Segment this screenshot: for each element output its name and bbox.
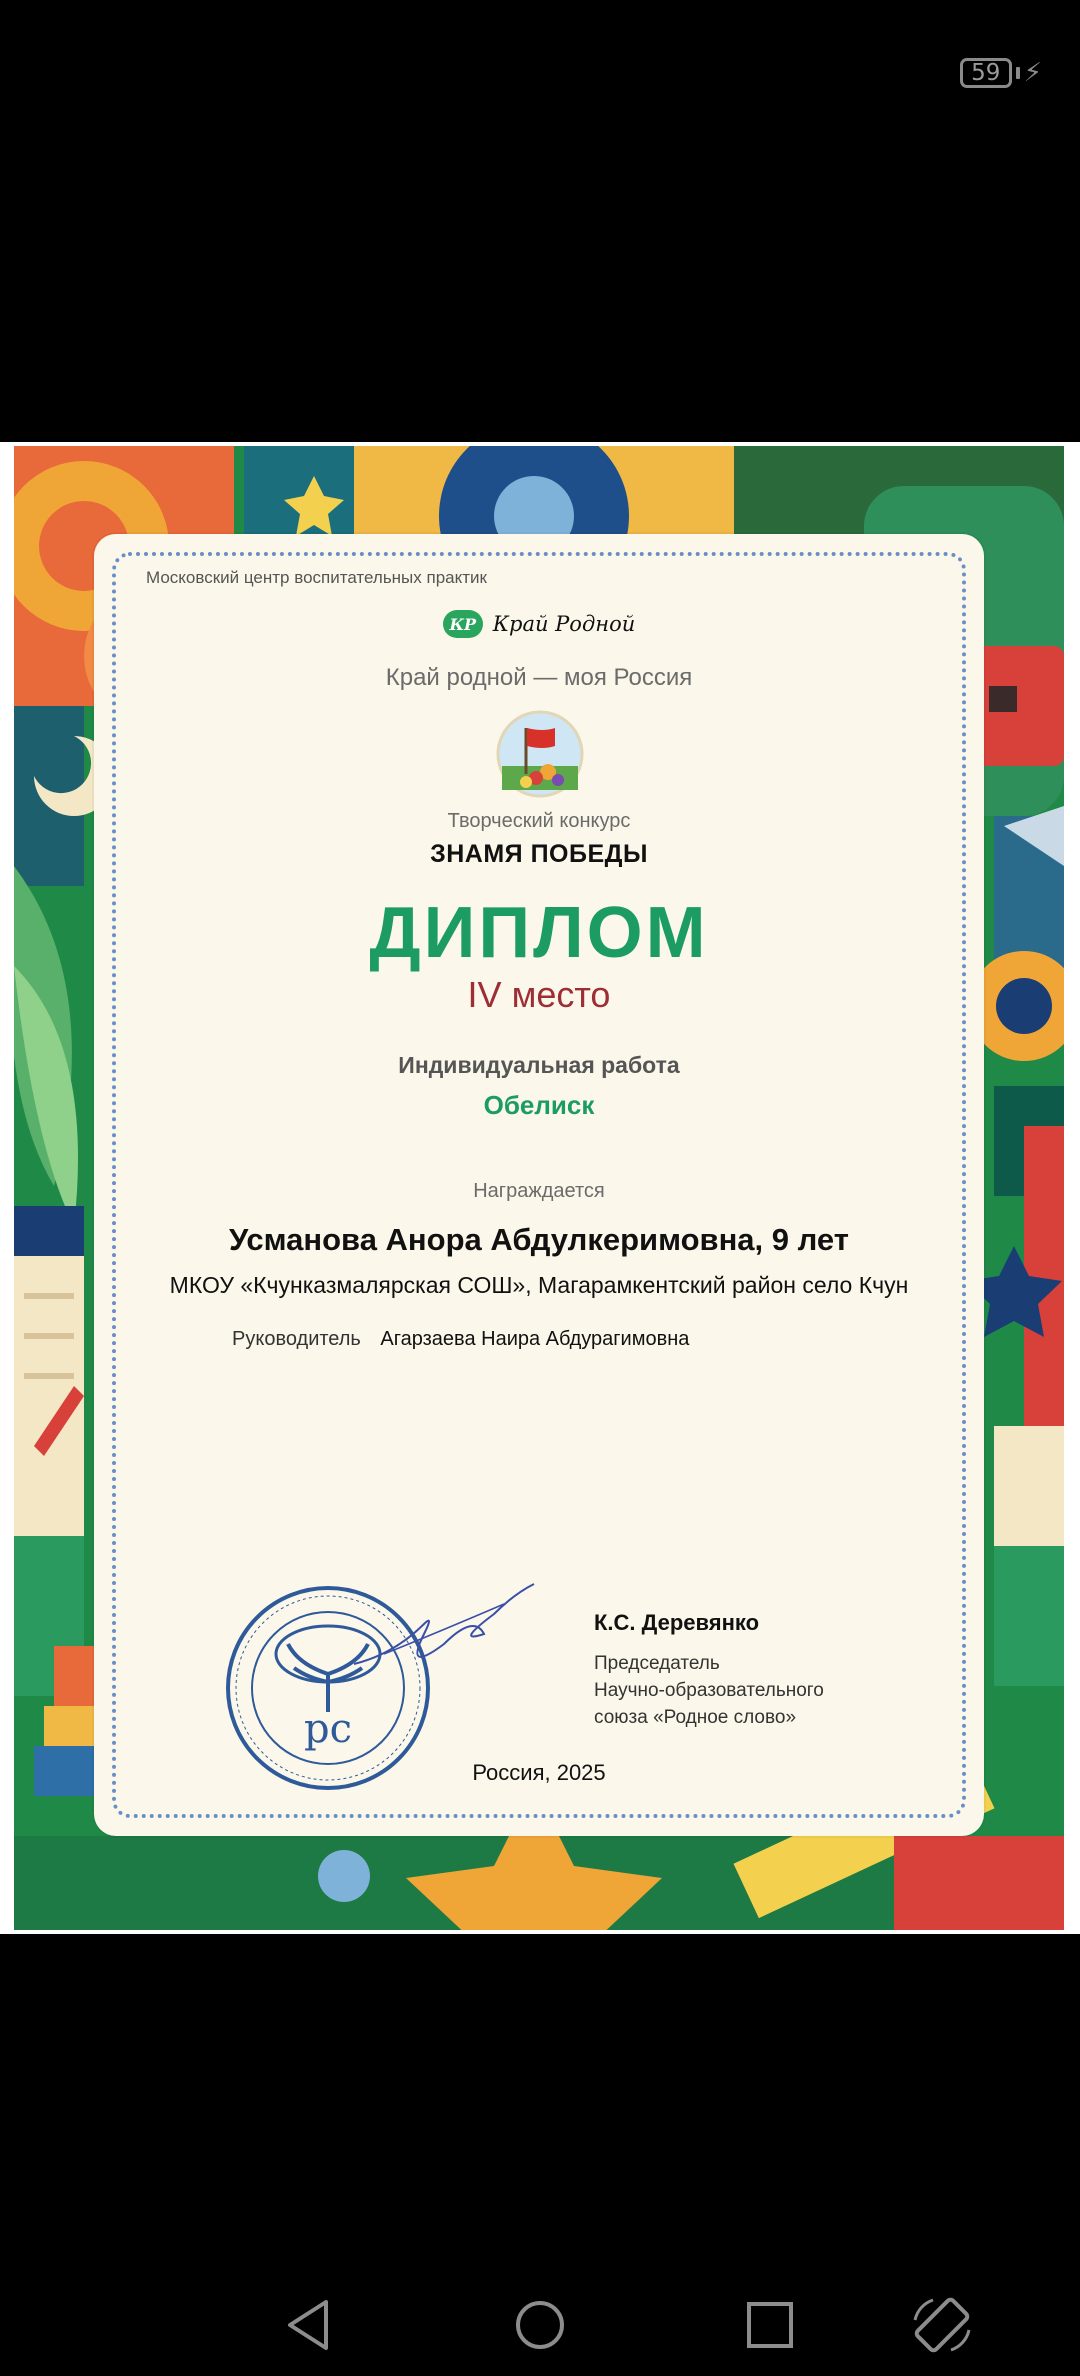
place-award: IV место: [467, 974, 611, 1015]
signer-block: [594, 1610, 824, 1731]
charging-icon: ⚡: [1023, 58, 1042, 88]
certificate-card: [94, 534, 984, 1836]
work-type: Индивидуальная работа: [398, 1052, 680, 1078]
battery-nub: [1016, 67, 1020, 79]
image-viewport[interactable]: [0, 442, 1080, 1934]
signer-name: К.С. Деревянко: [594, 1610, 760, 1635]
logo-mark-icon: КР: [443, 610, 483, 638]
seal-text: рс: [303, 1706, 353, 1752]
signature-icon: [344, 1574, 544, 1684]
signer-title-line: Научно-образовательного: [594, 1680, 824, 1701]
document-title: ДИПЛОМ: [369, 893, 709, 973]
battery-indicator: [960, 58, 1042, 88]
back-icon[interactable]: [274, 2290, 344, 2360]
slogan: Край родной — моя Россия: [385, 664, 693, 691]
signer-title-line: Председатель: [594, 1653, 720, 1674]
supervisor-name: Агарзаева Наира Абдурагимовна: [380, 1328, 690, 1350]
supervisor: [232, 1328, 689, 1351]
contest-name: ЗНАМЯ ПОБЕДЫ: [430, 840, 648, 868]
organization-name: Московский центр воспитательных практик: [146, 568, 487, 587]
battery-level: 59: [960, 58, 1012, 88]
signer-title-line: союза «Родное слово»: [594, 1707, 797, 1728]
brand-logo: [94, 610, 984, 638]
rotate-icon[interactable]: [907, 2290, 977, 2360]
awardee-name: Усманова Анора Абдулкеримовна, 9 лет: [229, 1222, 849, 1257]
certificate-image[interactable]: [14, 446, 1064, 1930]
home-icon[interactable]: [505, 2290, 575, 2360]
recents-icon[interactable]: [735, 2290, 805, 2360]
signer-title: [594, 1650, 824, 1731]
awarded-label: Награждается: [473, 1180, 605, 1202]
supervisor-label: Руководитель: [232, 1328, 361, 1350]
place-year: Россия, 2025: [472, 1760, 606, 1785]
contest-emblem-icon: [496, 710, 584, 798]
logo-text: Край Родной: [492, 612, 636, 636]
school-name: МКОУ «Кчунказмалярская СОШ», Магарамкентский район село Кчун: [169, 1272, 909, 1298]
contest-type: Творческий конкурс: [447, 810, 631, 832]
work-title: Обелиск: [483, 1090, 595, 1120]
